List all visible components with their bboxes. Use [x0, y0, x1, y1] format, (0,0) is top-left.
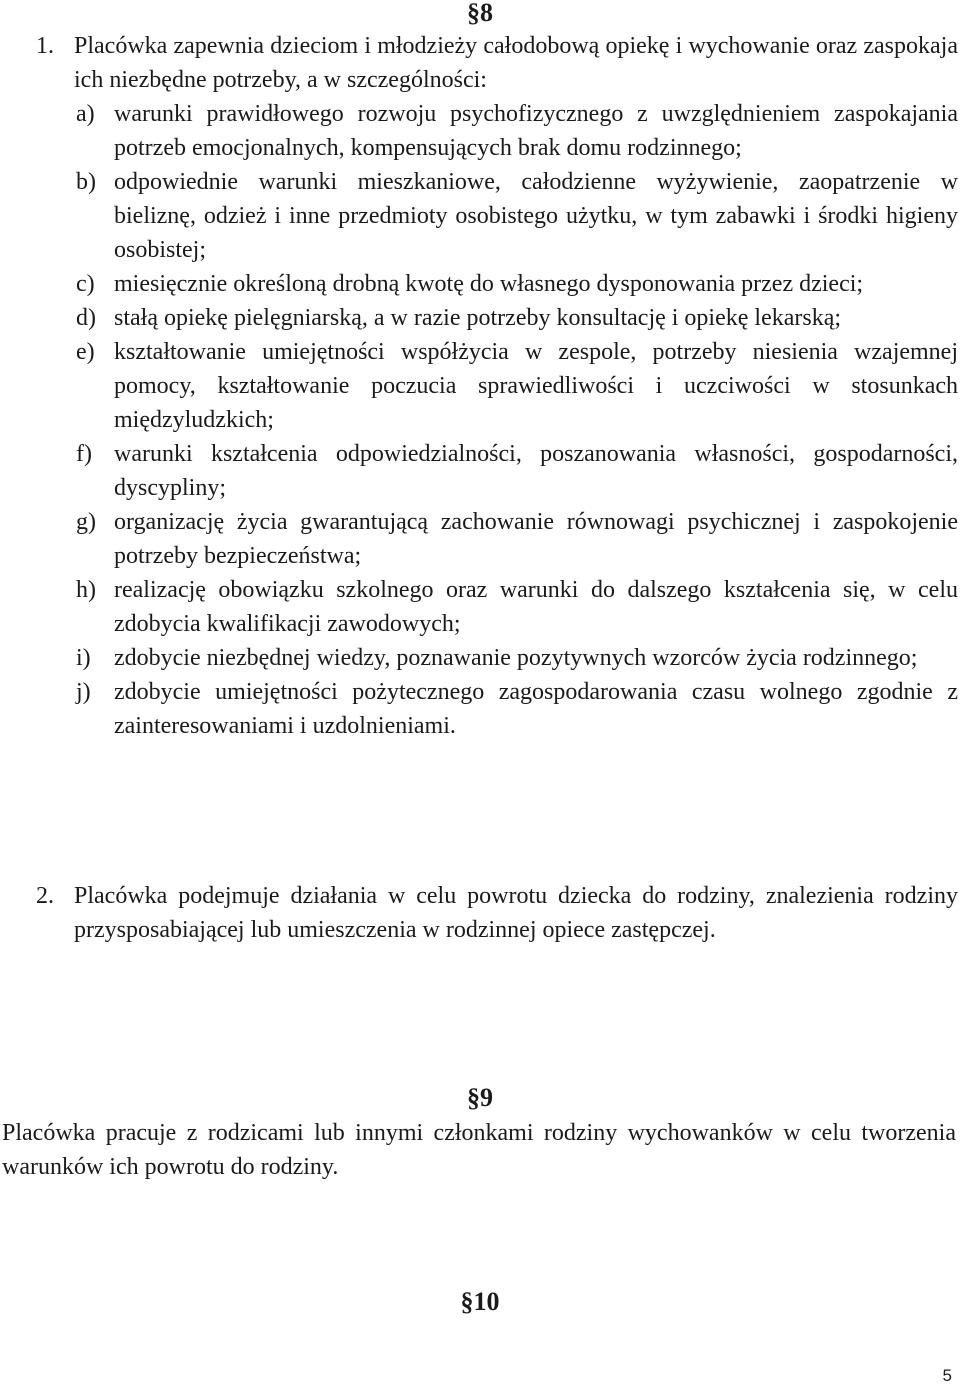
section-9-heading: §9 — [467, 1083, 493, 1112]
list-letter: j) — [76, 679, 91, 705]
list-item-g — [76, 505, 958, 573]
list-letter: e) — [76, 339, 95, 365]
list-item-a — [76, 97, 958, 165]
list-item-f — [76, 437, 958, 505]
section-8-heading: §8 — [467, 0, 493, 27]
section-8-paragraph-1 — [36, 29, 958, 743]
paragraph-text: Placówka zapewnia dzieciom i młodzieży całodobową opiekę i wychowanie oraz zaspokaja ich niezbędne potrzeby, a w szczególności: — [74, 33, 958, 93]
requirements-list — [76, 97, 958, 743]
section-8-paragraph-2 — [36, 879, 958, 947]
list-text: stałą opiekę pielęgniarską, a w razie potrzeby konsultację i opiekę lekarską; — [114, 305, 842, 331]
list-text: odpowiednie warunki mieszkaniowe, całodzienne wyżywienie, zaopatrzenie w bieliznę, odzież i inne przedmioty osobistego użytku, w tym zabawki i środki higieny osobistej; — [114, 169, 958, 263]
list-letter: a) — [76, 101, 95, 127]
list-text: zdobycie niezbędnej wiedzy, poznawanie pozytywnych wzorców życia rodzinnego; — [114, 645, 918, 671]
section-9-text: Placówka pracuje z rodzicami lub innymi członkami rodziny wychowanków w celu tworzenia warunków ich powrotu do rodziny. — [2, 1120, 956, 1180]
list-text: miesięcznie określoną drobną kwotę do własnego dysponowania przez dzieci; — [114, 271, 864, 297]
list-item-c — [76, 267, 958, 301]
list-text: realizację obowiązku szkolnego oraz warunki do dalszego kształcenia się, w celu zdobycia kwalifikacji zawodowych; — [114, 577, 958, 637]
list-item-j — [76, 675, 958, 743]
list-letter: d) — [76, 305, 96, 331]
list-text: zdobycie umiejętności pożytecznego zagospodarowania czasu wolnego zgodnie z zainteresowaniami i uzdolnieniami. — [114, 679, 958, 739]
list-text: kształtowanie umiejętności współżycia w zespole, potrzeby niesienia wzajemnej pomocy, kształtowanie poczucia sprawiedliwości i uczciwości w stosunkach międzyludzkich; — [114, 339, 958, 433]
list-text: organizację życia gwarantującą zachowanie równowagi psychicznej i zaspokojenie potrzeby bezpieczeństwa; — [114, 509, 958, 569]
paragraph-text: Placówka podejmuje działania w celu powrotu dziecka do rodziny, znalezienia rodziny przysposabiającej lub umieszczenia w rodzinnej opiece zastępczej. — [74, 883, 958, 943]
list-item-h — [76, 573, 958, 641]
paragraph-number: 1. — [36, 33, 54, 59]
list-letter: b) — [76, 169, 96, 195]
list-item-i — [76, 641, 958, 675]
list-letter: i) — [76, 645, 91, 671]
list-item-e — [76, 335, 958, 437]
list-item-d — [76, 301, 958, 335]
list-letter: h) — [76, 577, 96, 603]
list-text: warunki kształcenia odpowiedzialności, poszanowania własności, gospodarności, dyscypliny; — [114, 441, 958, 501]
page-number: 5 — [942, 1366, 952, 1385]
paragraph-number: 2. — [36, 883, 54, 909]
list-item-b — [76, 165, 958, 267]
list-text: warunki prawidłowego rozwoju psychofizycznego z uwzględnieniem zaspokajania potrzeb emocjonalnych, kompensujących brak domu rodzinnego; — [114, 101, 958, 161]
list-letter: f) — [76, 441, 92, 467]
section-10-heading: §10 — [460, 1287, 500, 1316]
list-letter: c) — [76, 271, 95, 297]
list-letter: g) — [76, 509, 96, 535]
